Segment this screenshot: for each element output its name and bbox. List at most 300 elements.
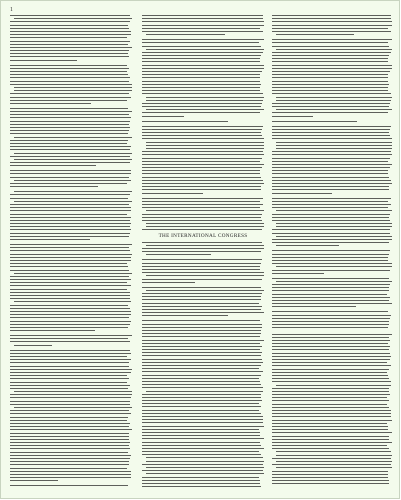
text-line — [142, 87, 260, 88]
text-line — [142, 217, 261, 218]
text-line — [10, 108, 128, 109]
text-line — [272, 65, 392, 66]
text-line — [10, 335, 132, 336]
text-line — [142, 327, 262, 328]
text-line — [14, 180, 131, 181]
text-column-middle — [142, 15, 264, 487]
text-line — [142, 368, 259, 369]
text-line — [146, 473, 264, 474]
text-line — [142, 103, 262, 104]
text-line — [146, 391, 263, 392]
text-line — [142, 448, 264, 449]
text-line — [142, 422, 263, 423]
text-line — [142, 343, 260, 344]
text-line — [272, 294, 387, 295]
text-line — [142, 371, 263, 372]
text-line — [10, 372, 131, 373]
text-line — [272, 464, 391, 465]
text-line — [272, 365, 391, 366]
text-line — [142, 138, 264, 139]
text-line — [142, 397, 261, 398]
text-line — [142, 74, 260, 75]
text-line — [142, 129, 262, 130]
text-line — [272, 167, 390, 168]
text-line — [272, 353, 390, 354]
text-line — [10, 385, 130, 386]
text-line — [10, 382, 127, 383]
text-line — [142, 303, 259, 304]
text-line — [142, 220, 262, 221]
text-line — [10, 28, 129, 29]
text-line — [272, 287, 389, 288]
text-line — [276, 145, 392, 146]
text-line — [142, 410, 259, 411]
text-line — [272, 90, 388, 91]
text-line — [142, 483, 260, 484]
text-line — [272, 324, 389, 325]
text-line — [272, 135, 390, 136]
text-line — [10, 226, 130, 227]
text-line — [142, 71, 262, 72]
text-line — [142, 121, 228, 122]
text-line — [10, 295, 130, 296]
text-line — [272, 42, 388, 43]
text-line — [272, 327, 388, 328]
text-line — [272, 423, 387, 424]
text-line — [142, 161, 260, 162]
text-line — [146, 49, 264, 50]
text-line — [276, 281, 392, 282]
text-line — [142, 279, 262, 280]
text-line — [142, 65, 264, 66]
text-line — [10, 311, 131, 312]
text-line — [10, 177, 129, 178]
text-line — [272, 297, 390, 298]
text-line — [10, 474, 131, 475]
text-line — [14, 301, 131, 302]
text-line — [272, 426, 388, 427]
text-line — [142, 324, 262, 325]
text-line — [10, 477, 131, 478]
text-line — [146, 97, 264, 98]
text-line — [10, 247, 129, 248]
text-line — [272, 448, 389, 449]
text-line — [10, 21, 130, 22]
text-line — [142, 445, 261, 446]
text-line — [142, 112, 260, 113]
text-line — [146, 145, 264, 146]
text-line — [142, 413, 261, 414]
text-line — [272, 161, 388, 162]
text-line — [142, 28, 260, 29]
text-line — [272, 321, 389, 322]
text-line — [142, 164, 264, 165]
text-line — [14, 90, 132, 91]
text-line — [10, 439, 129, 440]
text-line — [10, 47, 132, 48]
text-line — [10, 270, 129, 271]
text-line — [272, 71, 390, 72]
text-line — [272, 334, 392, 335]
text-line — [10, 60, 77, 61]
text-line — [146, 210, 264, 211]
text-line — [272, 103, 390, 104]
text-line — [142, 442, 260, 443]
text-line — [142, 352, 262, 353]
text-line — [142, 381, 260, 382]
text-line — [146, 275, 264, 276]
text-line — [272, 290, 389, 291]
text-line — [14, 191, 132, 192]
text-line — [142, 299, 261, 300]
text-line — [10, 65, 127, 66]
text-line — [272, 306, 356, 307]
text-line — [142, 180, 263, 181]
text-line — [10, 417, 128, 418]
text-line — [10, 442, 130, 443]
text-line — [142, 193, 203, 194]
text-line — [142, 384, 261, 385]
text-line — [14, 201, 132, 202]
text-line — [272, 61, 388, 62]
text-line — [10, 114, 129, 115]
text-line — [10, 198, 128, 199]
text-line — [10, 324, 130, 325]
text-line — [272, 21, 392, 22]
text-line — [10, 220, 130, 221]
text-line — [272, 28, 388, 29]
text-line — [142, 198, 263, 199]
text-line — [146, 290, 264, 291]
text-line — [14, 273, 132, 274]
text-line — [14, 407, 132, 408]
text-line — [142, 18, 263, 19]
text-line — [142, 320, 260, 321]
text-line — [272, 445, 387, 446]
text-line — [10, 388, 128, 389]
text-line — [272, 214, 390, 215]
text-line — [272, 220, 390, 221]
text-line — [142, 365, 261, 366]
text-line — [142, 486, 261, 487]
text-line — [142, 375, 261, 376]
text-line — [272, 378, 389, 379]
text-line — [142, 186, 261, 187]
text-line — [142, 315, 228, 316]
text-line — [272, 93, 391, 94]
text-line — [142, 330, 261, 331]
text-line — [276, 266, 392, 267]
text-line — [142, 359, 262, 360]
text-line — [10, 250, 130, 251]
text-line — [10, 124, 129, 125]
text-line — [272, 420, 392, 421]
text-line — [272, 229, 390, 230]
text-line — [272, 471, 388, 472]
text-line — [10, 397, 131, 398]
section-heading: THE INTERNATIONAL CONGRESS — [158, 232, 248, 239]
text-line — [272, 68, 392, 69]
text-line — [10, 375, 127, 376]
text-line — [142, 204, 263, 205]
text-line — [10, 341, 130, 342]
text-line — [10, 68, 129, 69]
text-line — [10, 162, 130, 163]
text-line — [272, 126, 391, 127]
text-line — [272, 242, 389, 243]
text-line — [142, 263, 261, 264]
text-line — [10, 217, 131, 218]
text-line — [272, 116, 313, 117]
text-line — [10, 25, 128, 26]
text-line — [142, 435, 260, 436]
text-line — [10, 254, 132, 255]
text-line — [272, 284, 390, 285]
text-line — [142, 282, 195, 283]
text-line — [10, 111, 132, 112]
text-line — [272, 121, 357, 122]
text-line — [276, 148, 392, 149]
text-line — [272, 311, 388, 312]
text-line — [10, 452, 128, 453]
text-line — [142, 451, 259, 452]
text-line — [272, 183, 392, 184]
text-line — [272, 407, 389, 408]
text-line — [146, 226, 264, 227]
text-line — [10, 317, 129, 318]
text-line — [10, 140, 128, 141]
text-line — [272, 207, 388, 208]
text-line — [142, 387, 263, 388]
text-line — [272, 278, 389, 279]
text-line — [10, 464, 129, 465]
text-line — [142, 340, 264, 341]
text-column-left — [10, 15, 132, 487]
text-line — [272, 477, 388, 478]
text-line — [276, 223, 392, 224]
text-line — [10, 244, 132, 245]
text-line — [10, 183, 127, 184]
text-line — [142, 378, 259, 379]
text-line — [276, 461, 392, 462]
text-line — [10, 260, 131, 261]
text-line — [272, 391, 389, 392]
text-line — [10, 401, 130, 402]
text-line — [276, 451, 391, 452]
text-line — [142, 21, 264, 22]
text-line — [10, 420, 127, 421]
text-line — [10, 239, 90, 240]
text-line — [272, 84, 389, 85]
text-line — [142, 177, 261, 178]
text-line — [10, 455, 131, 456]
text-line — [10, 480, 58, 481]
text-line — [10, 31, 131, 32]
text-line — [10, 117, 131, 118]
text-line — [10, 305, 128, 306]
text-line — [10, 448, 130, 449]
text-line — [10, 56, 129, 57]
text-line — [10, 314, 131, 315]
text-line — [10, 276, 129, 277]
text-line — [142, 416, 263, 417]
text-line — [272, 46, 389, 47]
text-line — [272, 340, 390, 341]
text-line — [272, 480, 389, 481]
text-line — [10, 257, 131, 258]
text-line — [10, 37, 127, 38]
text-line — [272, 132, 389, 133]
text-line — [142, 39, 264, 40]
text-line — [276, 100, 391, 101]
text-line — [10, 292, 130, 293]
text-line — [10, 223, 131, 224]
text-line — [14, 391, 132, 392]
text-line — [142, 309, 261, 310]
text-line — [276, 210, 392, 211]
text-line — [142, 362, 263, 363]
text-line — [142, 207, 260, 208]
text-line — [10, 93, 129, 94]
text-line — [272, 52, 391, 53]
text-line — [10, 194, 130, 195]
text-line — [10, 410, 129, 411]
text-line — [272, 375, 388, 376]
text-line — [272, 193, 332, 194]
text-line — [142, 135, 262, 136]
text-line — [142, 68, 264, 69]
text-line — [146, 148, 264, 149]
text-line — [10, 127, 130, 128]
text-line — [272, 397, 387, 398]
text-line — [10, 298, 130, 299]
text-line — [146, 245, 264, 246]
text-line — [142, 183, 264, 184]
text-line — [142, 269, 260, 270]
text-line — [146, 254, 211, 255]
text-line — [10, 44, 128, 45]
text-line — [10, 34, 131, 35]
text-line — [10, 133, 128, 134]
text-line — [142, 287, 261, 288]
text-line — [10, 156, 130, 157]
text-line — [142, 15, 263, 16]
text-line — [272, 474, 388, 475]
text-line — [142, 477, 259, 478]
text-line — [14, 159, 132, 160]
text-line — [272, 257, 388, 258]
text-line — [142, 312, 264, 313]
text-line — [276, 385, 391, 386]
text-line — [142, 293, 262, 294]
text-line — [10, 170, 131, 171]
text-line — [142, 394, 261, 395]
text-line — [272, 87, 388, 88]
text-line — [10, 353, 131, 354]
text-line — [142, 84, 261, 85]
text-line — [142, 355, 261, 356]
text-line — [10, 149, 130, 150]
text-line — [10, 308, 130, 309]
text-line — [142, 201, 260, 202]
text-line — [142, 400, 262, 401]
text-line — [10, 429, 132, 430]
text-line — [146, 109, 264, 110]
text-line — [142, 116, 184, 117]
text-line — [272, 381, 391, 382]
text-line — [10, 359, 131, 360]
text-line — [272, 154, 392, 155]
text-line — [272, 362, 387, 363]
text-line — [272, 359, 390, 360]
text-line — [10, 263, 127, 264]
text-line — [142, 25, 264, 26]
page-number: 1 — [10, 7, 13, 13]
text-line — [142, 403, 259, 404]
text-line — [272, 112, 388, 113]
text-line — [10, 423, 130, 424]
text-line — [10, 327, 128, 328]
text-line — [272, 356, 391, 357]
text-line — [142, 346, 262, 347]
text-line — [276, 236, 392, 237]
text-column-right — [272, 15, 392, 487]
text-line — [272, 18, 391, 19]
text-line — [272, 180, 391, 181]
text-line — [10, 366, 129, 367]
text-line — [272, 337, 389, 338]
text-line — [142, 248, 264, 249]
text-line — [10, 50, 129, 51]
text-line — [142, 46, 261, 47]
text-line — [272, 74, 388, 75]
text-line — [276, 455, 392, 456]
text-line — [146, 461, 264, 462]
text-line — [272, 349, 389, 350]
text-line — [146, 467, 264, 468]
text-line — [276, 34, 354, 35]
text-line — [272, 186, 389, 187]
text-line — [10, 282, 127, 283]
text-line — [272, 58, 388, 59]
text-line — [142, 61, 260, 62]
text-line — [272, 217, 389, 218]
text-line — [10, 100, 127, 101]
text-line — [272, 77, 388, 78]
text-line — [10, 468, 127, 469]
text-line — [10, 146, 131, 147]
text-line — [142, 306, 262, 307]
text-line — [10, 204, 129, 205]
text-line — [142, 470, 263, 471]
text-line — [142, 426, 264, 427]
text-line — [10, 41, 130, 42]
text-line — [10, 81, 129, 82]
text-line — [142, 167, 262, 168]
text-line — [276, 109, 392, 110]
text-line — [272, 388, 389, 389]
text-line — [276, 97, 392, 98]
text-line — [10, 485, 128, 486]
text-line — [272, 369, 389, 370]
text-line — [142, 81, 260, 82]
text-line — [272, 204, 391, 205]
text-line — [10, 356, 127, 357]
text-line — [272, 81, 388, 82]
text-line — [272, 429, 388, 430]
text-line — [142, 77, 260, 78]
text-line — [142, 438, 264, 439]
